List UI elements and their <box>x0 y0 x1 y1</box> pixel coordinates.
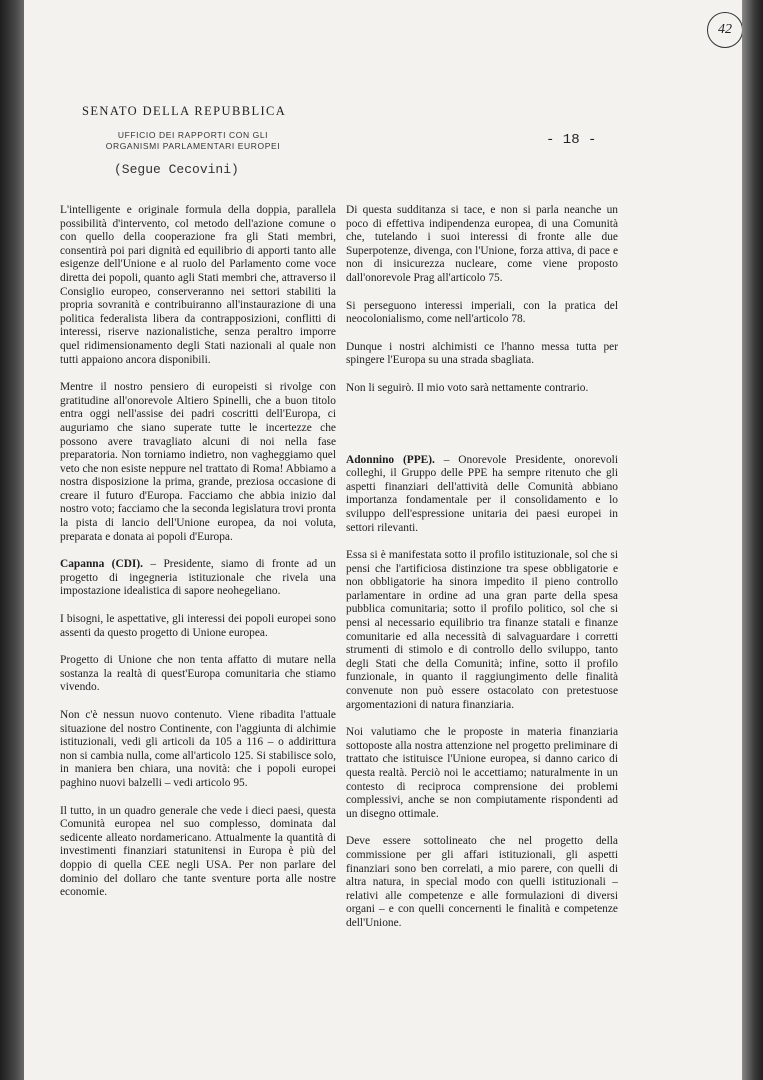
speaker-name: Capanna (CDI). <box>60 558 144 571</box>
paragraph: Di questa sudditanza si tace, e non si parla neanche un poco di effettiva indipendenza europea, di una Comunità che, tutelando i suoi interessi di fronte alle due Superpotenze, divenga, con l'Unione, forza attiva, di pace e non di insicurezza nucleare, come viene proposto dall'onorevole Prag all'articolo 75. <box>346 204 618 284</box>
office-subtitle-line2: ORGANISMI PARLAMENTARI EUROPEI <box>105 141 281 151</box>
scan-left-edge <box>0 0 24 1080</box>
folio-number: 42 <box>707 12 742 48</box>
paragraph: Non li seguirò. Il mio voto sarà nettamente contrario. <box>346 381 589 394</box>
right-column <box>346 204 618 945</box>
continuation-note: (Segue Cecovini) <box>114 162 239 177</box>
page-number: - 18 - <box>546 132 597 148</box>
paragraph-speaker-capanna: Capanna (CDI). – Presidente, siamo di fronte ad un progetto di ingegneria istituzionale che rivela una impostazione idealistica di sapore neohegeliano. <box>60 558 336 598</box>
paragraph: Essa si è manifestata sotto il profilo istituzionale, sol che si pensi che l'artificiosa distinzione tra spese obbligatorie e non obbligatorie ha sinora impedito il pieno controllo parlamentare in ordine ad una gran parte della spesa pubblica comunitaria; sotto il profilo politico, sol che si pensi al necessario equilibrio tra finanze statali e finanze comunitarie ed alla necessità di salvaguardare i corretti strumenti di stimolo e di controllo dello sviluppo, tanto degli Stati che della Comunità; infine, sotto il profilo funzionale, in quanto il raggiungimento delle finalità convenute non può essere ostacolato con pretestuose argomentazioni di natura finanziaria. <box>346 549 618 711</box>
paragraph: Il tutto, in un quadro generale che vede i dieci paesi, questa Comunità europea nel suo complesso, dominata dal sedicente alleato nordamericano. Attualmente la quantità di investimenti finanziari statunitensi in Europa è più del doppio di quella CEE negli USA. Per non parlare del dominio del dollaro che tante sventure porta alle nostre economie. <box>60 804 336 899</box>
document-page <box>24 0 742 1080</box>
paragraph: Si perseguono interessi imperiali, con la pratica del neocolonialismo, come nell'articolo 78. <box>346 299 618 326</box>
paragraph: Noi valutiamo che le proposte in materia finanziaria sottoposte alla nostra attenzione nel progetto preliminare di trattato che istituisce l'Unione europea, si danno carico di questa realtà. Perciò noi le accettiamo; naturalmente in un contesto di reciproca comprensione dei problemi complessivi, anche se non compiutamente rispondenti ad un disegno ottimale. <box>346 726 618 820</box>
paragraph-speaker-adonnino: Adonnino (PPE). – Onorevole Presidente, onorevoli colleghi, il Gruppo delle PPE ha sempre ritenuto che gli aspetti finanziari dell'attività delle Comunità abbiano importanza fondamentale per il consolidamento e lo sviluppo dell'espressione unitaria dei paesi europei in settori rilevanti. <box>346 453 618 534</box>
paragraph: Mentre il nostro pensiero di europeisti si rivolge con gratitudine all'onorevole Altiero Spinelli, che a buon titolo entra oggi nell'assise dei padri coscritti dell'Europa, ci auguriamo che siano superate tutte le incertezze che possono avere travagliato alcuni di noi nella fase preparatoria. Non torniamo indietro, non vagheggiamo quel veto che non esiste neppure nel trattato di Roma! Abbiamo a nostra disposizione la prima, grande, preziosa occasione di creare il futuro d'Europa. Facciamo che abbia inizio dal nostro voto; facciamo che la seconda legislatura trovi pronta la pista di lancio dell'Unione europea, da noi voluta, preparata e donata ai popoli d'Europa. <box>60 381 336 543</box>
speaker-name: Adonnino (PPE). <box>346 453 435 466</box>
left-column <box>60 204 336 914</box>
paragraph: Progetto di Unione che non tenta affatto di mutare nella sostanza la realtà di quest'Europa comunitaria che stiamo vivendo. <box>60 654 336 694</box>
paragraph: Dunque i nostri alchimisti ce l'hanno messa tutta per spingere l'Europa su una strada sbagliata. <box>346 340 618 367</box>
paragraph: Deve essere sottolineato che nel progetto della commissione per gli affari istituzionali, gli aspetti finanziari sono ben correlati, a mio parere, con quelli di altra natura, in special modo con quelli istituzionali – relativi alle competenze e alle formulazioni di diversi organi – e con quelli concernenti le finalità e competenze dell'Unione. <box>346 835 618 929</box>
paragraph: L'intelligente e originale formula della doppia, parallela possibilità d'intervento, col metodo dell'azione comune o con quello della cooperazione fra gli Stati membri, consentirà poi pari dignità ed equilibrio di apporti tanto alle esigenze dell'Unione e al ruolo del Parlamento come voce diretta dei popoli, quanto agli Stati membri che, attraverso il Consiglio europeo, conserveranno nei settori stabiliti la propria sovranità e contribuiranno all'instaurazione di una politica federalista libera da contrapposizioni, conflitti di interessi, riserve nazionalistiche, senza peraltro imporre quel ridimensionamento degli Stati nazionali al quale non tutti appaiono ancora disponibili. <box>60 204 336 366</box>
office-subtitle <box>88 130 298 152</box>
scan-right-edge <box>742 0 763 1080</box>
paragraph: Non c'è nessun nuovo contenuto. Viene ribadita l'attuale situazione del nostro Continente, con l'aggiunta di alchimie istituzionali, vedi gli articoli da 105 a 116 – o addirittura non si cambia nulla, come all'articolo 125. Si stabilisce solo, in maniera ben chiara, una novità: che i popoli europei paghino nuovi balzelli – vedi articolo 95. <box>60 709 336 789</box>
senate-header-title: SENATO DELLA REPUBBLICA <box>82 104 287 118</box>
paragraph: I bisogni, le aspettative, gli interessi dei popoli europei sono assenti da questo progetto di Unione europea. <box>60 613 336 639</box>
office-subtitle-line1: UFFICIO DEI RAPPORTI CON GLI <box>117 130 269 140</box>
